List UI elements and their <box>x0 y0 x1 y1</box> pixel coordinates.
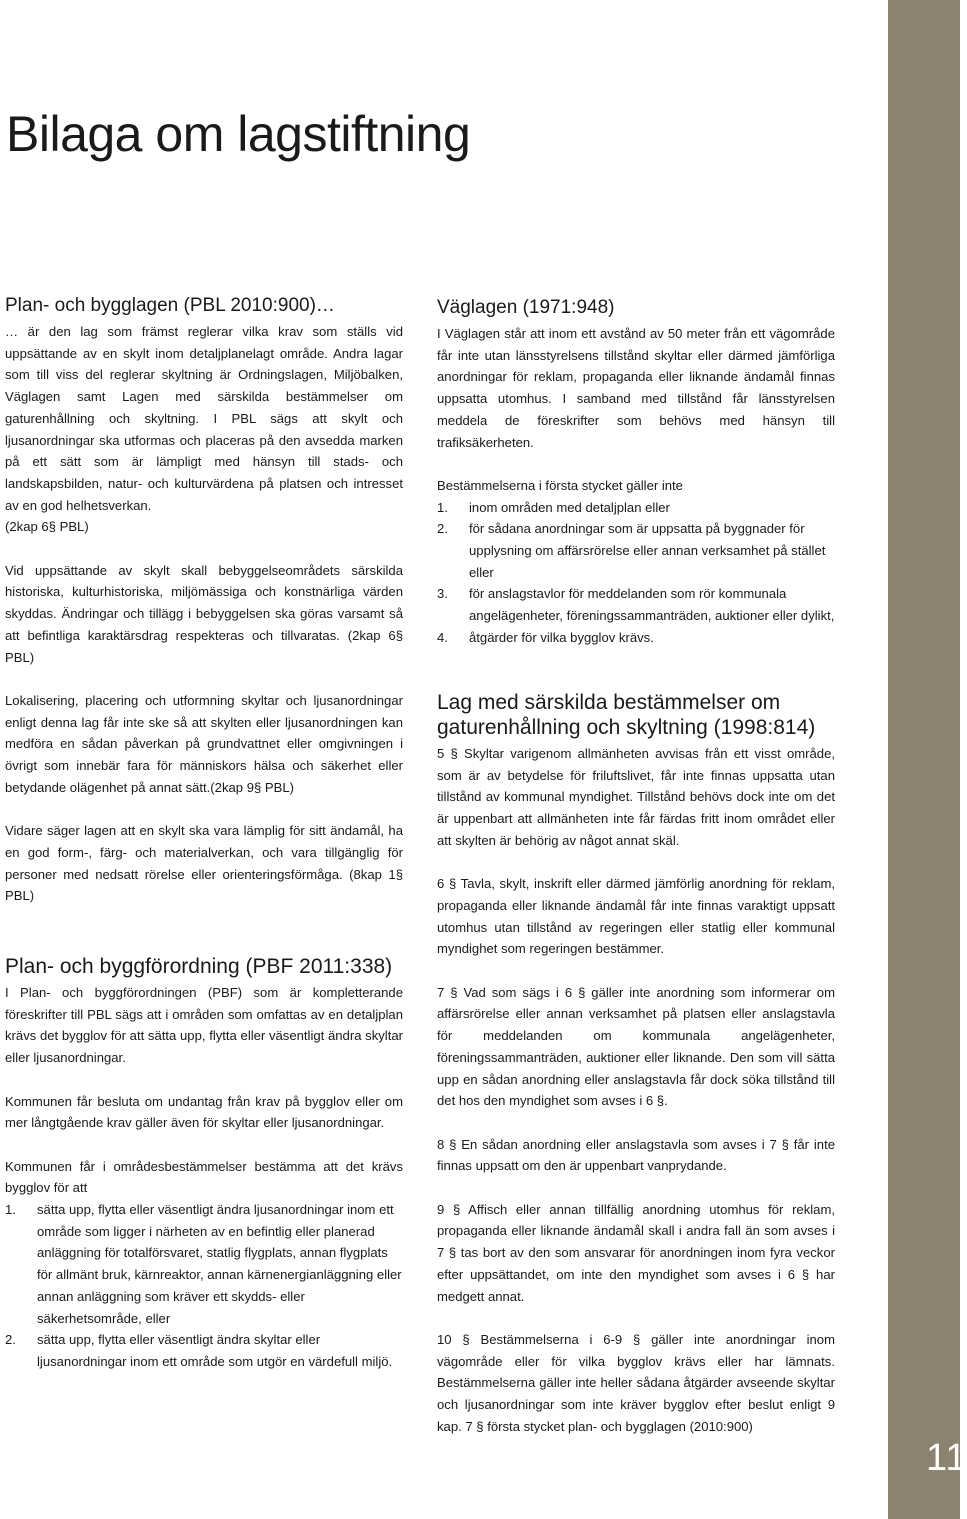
list-number: 1. <box>5 1202 16 1217</box>
list-number: 1. <box>437 499 448 515</box>
vaglagen-intro-paragraph: I Väglagen står att inom ett avstånd av 50 meter från ett vägområde får inte utan länsstyrelsens tillstånd skyltar eller därmed jämförliga anordningar för reklam, propaganda eller liknande ändamål finnas uppsatta utomhus. I samband med tillstånd får länsstyrelsen meddela de föreskrifter som behövs med hänsyn till trafiksäkerheten. <box>437 326 835 450</box>
vaglagen-section <box>437 296 835 649</box>
lag-paragraph-10: 10 § Bestämmelserna i 6-9 § gäller inte anordningar inom vägområde eller för vilka bygglov krävs eller har lämnats. Bestämmelserna gäller inte heller sådana åtgärder avseende skyltar och ljusanordningar som inte kräver bygglov efter beslut enligt 9 kap. 7 § första stycket plan- och bygglagen (2010:900) <box>437 1331 835 1434</box>
pbl-suitability-paragraph: Vidare säger lagen att en skylt ska vara lämplig för sitt ändamål, ha en god form-, färg- och materialverkan, och vara tillgänglig för personer med nedsatt rörelse eller orienteringsförmåga. (8kap 1§ PBL) <box>5 823 403 904</box>
side-color-band <box>888 0 960 1519</box>
list-item <box>5 1199 403 1329</box>
list-number: 2. <box>5 1332 16 1348</box>
page-title: Bilaga om lagstiftning <box>6 106 471 162</box>
list-number: 3. <box>437 586 448 602</box>
list-item <box>437 518 835 583</box>
list-text: för sådana anordningar som är uppsatta på byggnader för upplysning om affärsrörelse eller annan verksamhet på stället eller <box>469 521 826 580</box>
list-text: inom områden med detaljplan eller <box>469 499 670 515</box>
vaglagen-exceptions-intro: Bestämmelserna i första stycket gäller inte <box>437 477 683 493</box>
pbl-reference: (2kap 6§ PBL) <box>5 519 89 535</box>
lag-section <box>437 690 835 1437</box>
list-number: 4. <box>437 629 448 645</box>
list-text: åtgärder för vilka bygglov krävs. <box>469 629 654 645</box>
pbl-heading: Plan- och bygglagen (PBL 2010:900)… <box>5 295 335 316</box>
pbl-values-paragraph: Vid uppsättande av skylt skall bebyggelseområdets särskilda historiska, kulturhistoriska, miljömässiga och konstnärliga värden skyddas. Ändringar och tillägg i bebyggelsen ska göras varsamt så att befintliga karaktärsdrag respekteras och tillvaratas. (2kap 6§ PBL) <box>5 562 403 665</box>
pbf-intro-paragraph: I Plan- och byggförordningen (PBF) som är kompletterande föreskrifter till PBL sägs att i områden som omfattas av en detaljplan krävs det bygglov för att sätta upp, flytta eller väsentligt ändra skyltar eller ljusanordningar. <box>5 985 403 1066</box>
list-item <box>437 497 835 519</box>
vaglagen-list <box>437 497 835 649</box>
page-number: 11 <box>926 1437 967 1479</box>
pbf-heading: Plan- och byggförordning (PBF 2011:338) <box>5 955 393 978</box>
lag-paragraph-8: 8 § En sådan anordning eller anslagstavla som avses i 7 § får inte finnas uppsatt om den är uppenbart vanprydande. <box>437 1136 835 1174</box>
lag-paragraph-9: 9 § Affisch eller annan tillfällig anordning utomhus för reklam, propaganda eller liknande ändamål skall i andra fall än som avses i 7 § tas bort av den som ansvarar för anordningen inom fyra veckor efter uppsättandet, om inte den myndighet som avses i 6 § har medgett annat. <box>437 1201 835 1304</box>
lag-paragraph-6: 6 § Tavla, skylt, inskrift eller därmed jämförlig anordning för reklam, propaganda eller liknande ändamål får inte finnas varaktigt uppsatt utomhus utan tillstånd av regeringen eller statlig eller kommunal myndighet som regeringen bestämmer. <box>437 876 835 957</box>
pbf-area-paragraph: Kommunen får i områdesbestämmelser bestämma att det krävs bygglov för att <box>5 1158 403 1196</box>
list-text: sätta upp, flytta eller väsentligt ändra ljusanordningar inom ett område som ligger i närheten av en befintlig eller planerad anläggning för totalförsvaret, statlig flygplats, annan flygplats för allmänt bruk, kärnreaktor, annan kärnenergianläggning eller annan anläggning som kräver ett skydds- eller säkerhetsområde, eller <box>37 1202 402 1326</box>
pbf-list <box>5 1199 403 1373</box>
list-text: sätta upp, flytta eller väsentligt ändra skyltar eller ljusanordningar inom ett område som utgör en värdefull miljö. <box>37 1332 393 1369</box>
list-item <box>5 1329 403 1372</box>
pbl-intro-paragraph: … är den lag som främst reglerar vilka krav som ställs vid uppsättande av en skylt inom detaljplanelagt område. Andra lagar som till viss del reglerar skyltning är Ordningslagen, Miljöbalken, Väglagen samt Lagen med särskilda bestämmelser om gaturenhållning och skyltning. I PBL sägs att skylt och ljusanordningar ska utformas och placeras på den avsedda marken på ett sätt som är lämpligt med hänsyn till stads- och landskapsbilden, natur- och kulturvärdena på platsen och intresset av en god helhetsverkan. <box>5 324 403 513</box>
pbf-exemption-paragraph: Kommunen får besluta om undantag från krav på bygglov eller om mer långtgående krav gäller även för skyltar eller ljusanordningar. <box>5 1093 403 1131</box>
list-text: för anslagstavlor för meddelanden som rör kommunala angelägenheter, föreningssammanträden, auktioner eller dylikt, <box>469 586 835 624</box>
list-item <box>437 627 835 649</box>
pbl-location-paragraph: Lokalisering, placering och utformning skyltar och ljusanordningar enligt denna lag får inte ske så att skylten eller ljusanordningen kan medföra en sådan påverkan på grundvattnet eller omgivningen i övrigt som innebär fara för människors hälsa och säkerhet eller betydande olägenhet på annat sätt.(2kap 9§ PBL) <box>5 693 403 795</box>
pbf-section <box>5 954 403 1373</box>
list-number: 2. <box>437 521 448 537</box>
pbl-section <box>5 294 403 668</box>
lag-paragraph-5: 5 § Skyltar varigenom allmänheten avvisas från ett visst område, som är av betydelse för friluftslivet, får inte finnas uppsatta utan tillstånd av kommunal myndighet. Tillstånd behövs dock inte om det är uppenbart att allmänheten inte får färdas fritt inom området eller att skylten är behörig av något annat skäl. <box>437 746 835 848</box>
list-item <box>437 583 835 626</box>
lag-heading: Lag med särskilda bestämmelser om gaturenhållning och skyltning (1998:814) <box>437 691 816 739</box>
lag-paragraph-7: 7 § Vad som sägs i 6 § gäller inte anordning som informerar om affärsrörelse eller annan verksamhet på platsen eller anslagstavla för meddelanden om kommunala angelägenheter, föreningssammanträden, auktioner eller liknande. Den som vill sätta upp en sådan anordning eller anslagstavla får dock söka tillstånd till det hos den myndighet som avses i 6 §. <box>437 984 835 1109</box>
pbl-continued-section <box>5 690 403 907</box>
vaglagen-heading: Väglagen (1971:948) <box>437 297 615 318</box>
